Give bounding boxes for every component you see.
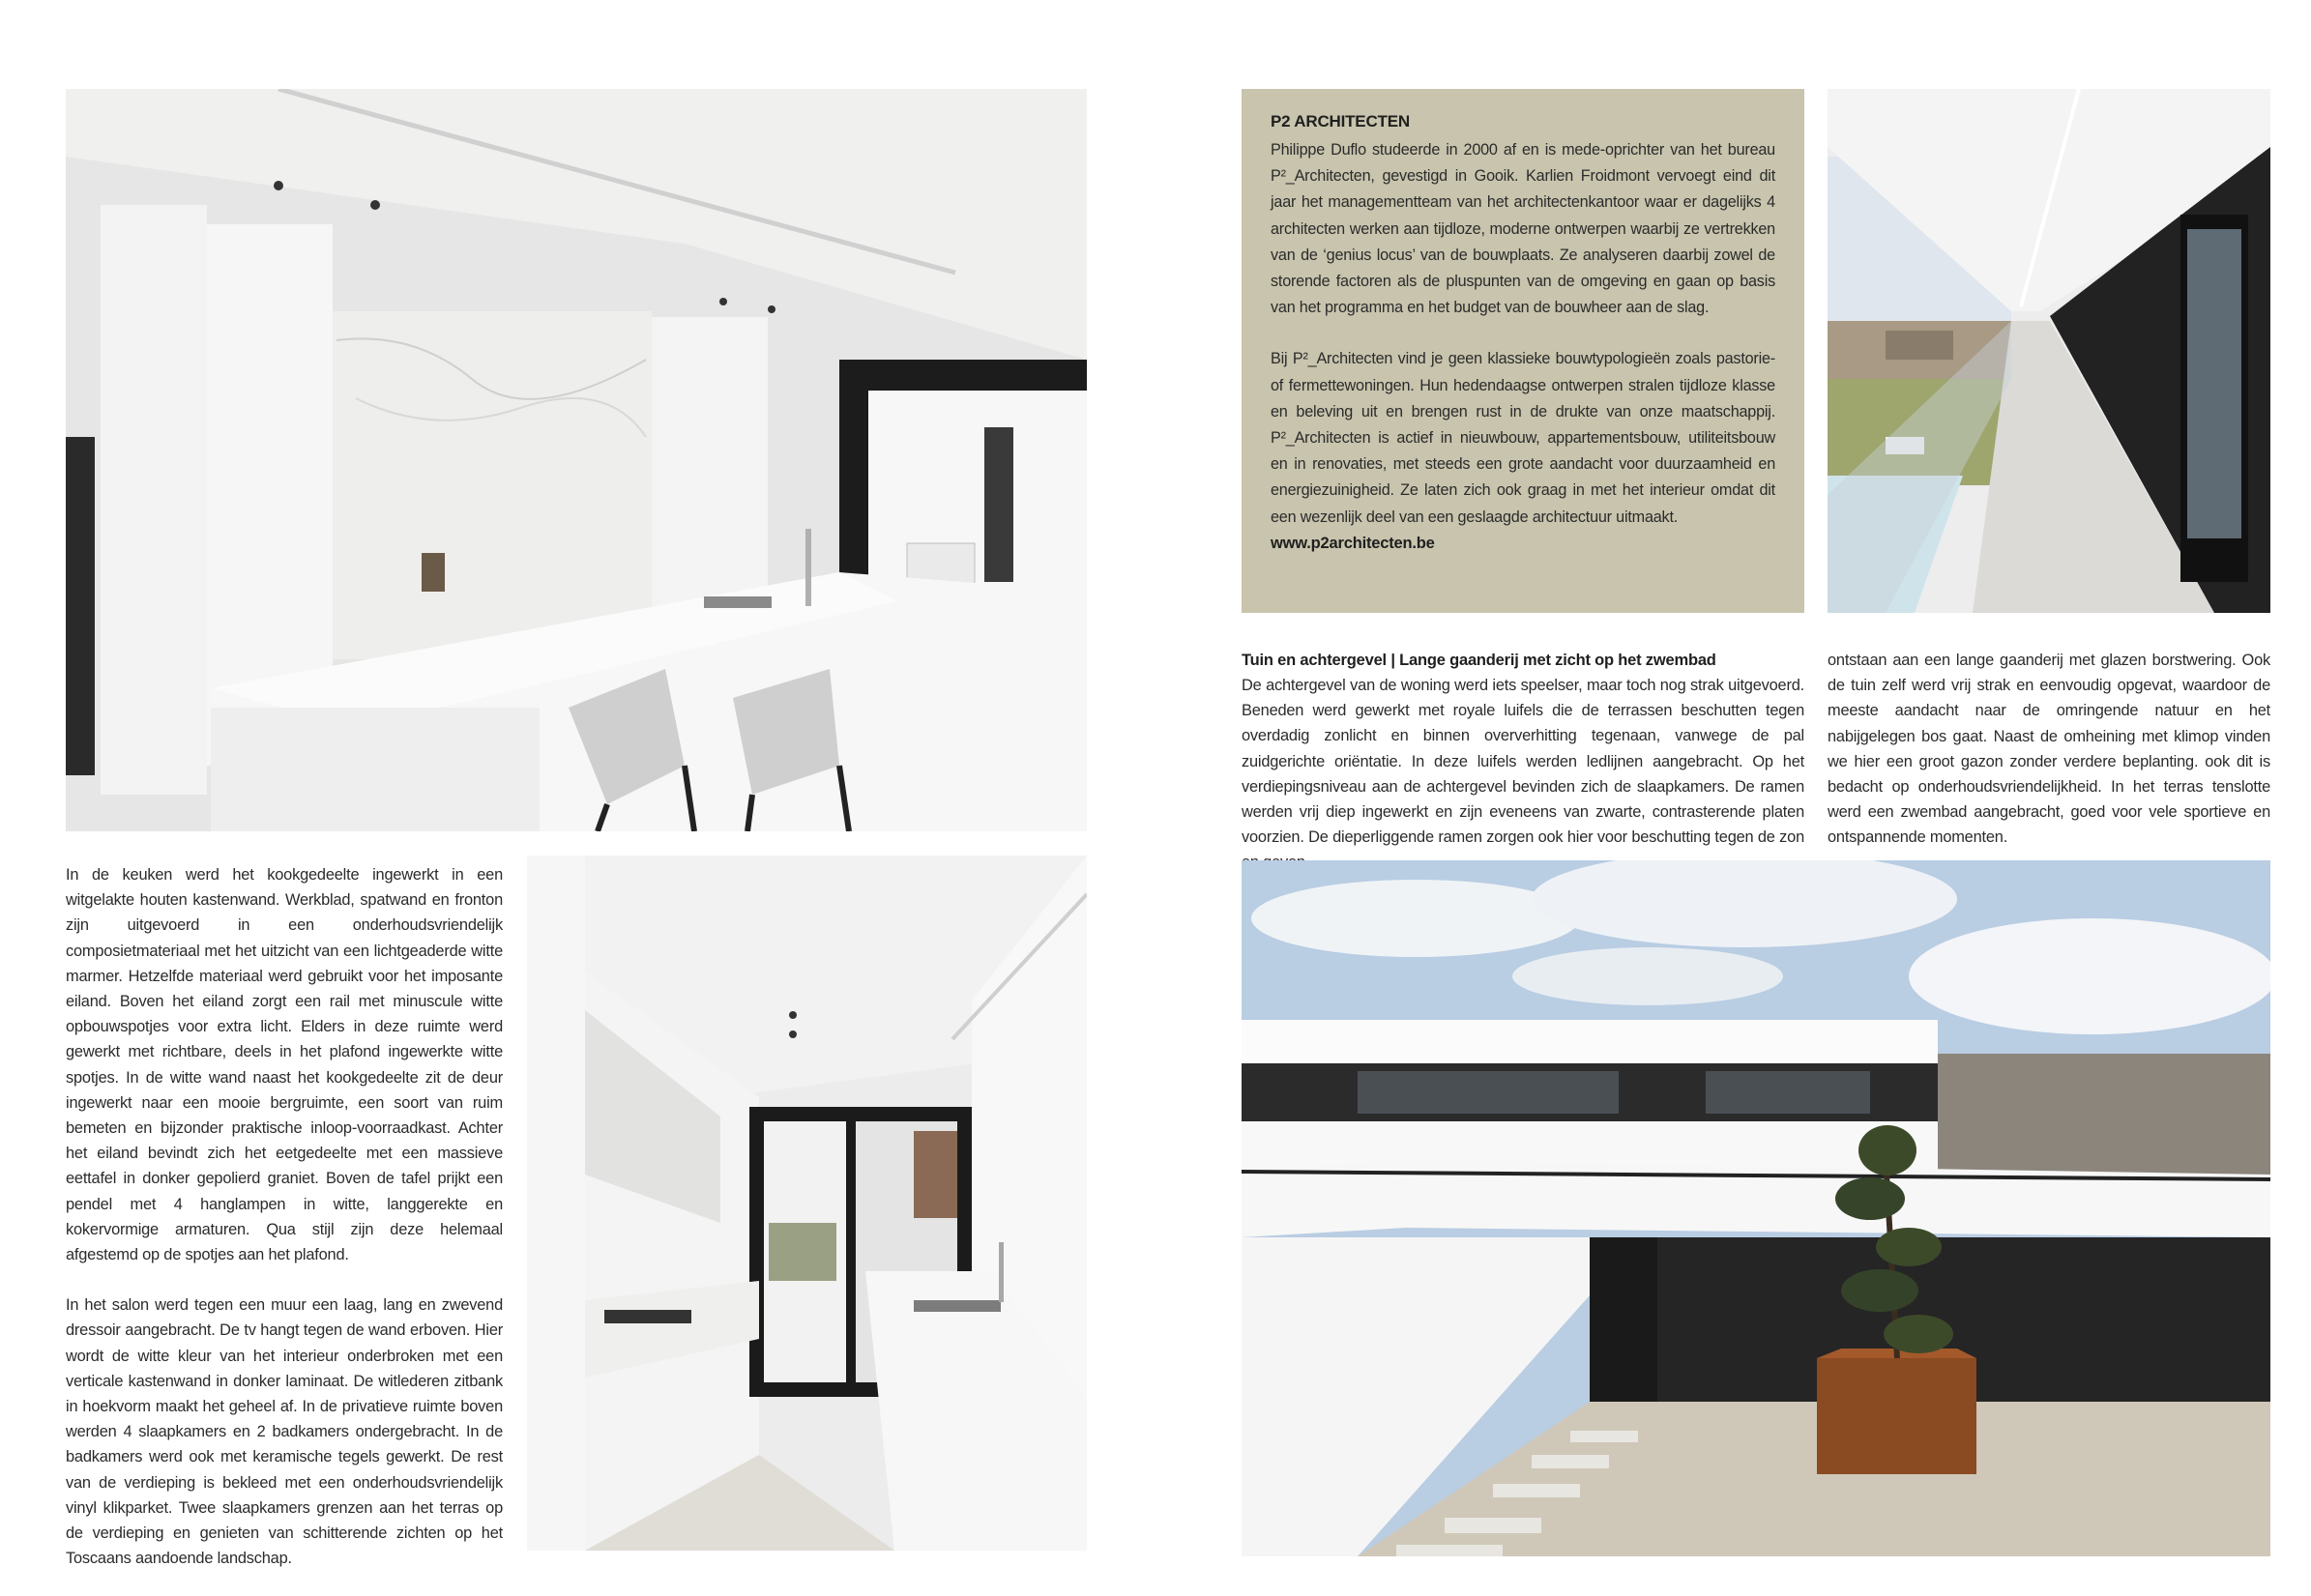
- left-paragraph-2: In het salon werd tegen een muur een laag, lang en zwevend dressoir aangebracht. De tv hangt tegen de wand erboven. Hier wordt de witte kleur van het interieur onderbroken met een verticale kastenwand in donker laminaat. De witlederen zitbank in hoekvorm maakt het geheel af. In de privatieve ruimte boven werden 4 slaapkamers en 2 badkamers ondergebracht. In de badkamers werd ook met keramische tegels gewerkt. De rest van de verdieping is bekleed met een onderhoudsvriendelijk vinyl klikparket. Twee slaapkamers grenzen aan het terras op de verdieping en genieten van schitterende zichten op het Toscaans aandoende landschap.: [66, 1296, 503, 1568]
- kitchen-photo: [66, 89, 1087, 831]
- section-column-1: De achtergevel van de woning werd iets speelser, maar toch nog strak uitgevoerd. Beneden werd gewerkt met royale luifels die de terrassen beschutten tegen overdadig zonlicht en binnen oververhitting tegenaan, vanwege de pal zuidgerichte oriëntatie. In deze luifels werden ledlijnen aangebracht. Op het verdiepingsniveau aan de achtergevel bevinden zich de slaapkamers. De ramen werden vrij diep ingewerkt en zijn eveneens van zwarte, contrasterende platen voorzien. De dieperliggende ramen zorgen ook hier voor beschutting tegen de zon: [1242, 677, 1804, 847]
- section-column-2: ontstaan aan een lange gaanderij met glazen borstwering. Ook de tuin zelf werd vrij strak en eenvoudig opgevat, waardoor de meeste aandacht naar de omringende natuur en het nabijgelegen bos gaat. Naast de omheining met klimop vinden we hier een groot gazon zonder verdere beplanting. ook dit is bedacht op onderhoudsvriendelijkheid. In het terras tenslotte werd een zwembad aangebracht, goed voor vele sportieve en ontspannende momenten.: [1828, 652, 2270, 847]
- gallery-photo: [1828, 89, 2270, 613]
- architect-info-title: P2 ARCHITECTEN: [1271, 112, 1410, 131]
- left-article-text: [66, 862, 503, 1596]
- kitchen-view-photo: [527, 856, 1087, 1551]
- garden-facade-photo: [1242, 860, 2270, 1556]
- architect-info-box: [1242, 89, 1804, 613]
- architect-website-link[interactable]: www.p2architecten.be: [1271, 534, 1435, 552]
- section-heading: Tuin en achtergevel | Lange gaanderij met zicht op het zwembad: [1242, 652, 1716, 669]
- architect-info-paragraph-2: Bij P²_Architecten vind je geen klassieke bouwtypologieën zoals pastorie- of fermettewoningen. Hun hedendaagse ontwerpen stralen tijdloze klasse en beleving uit en brengen rust in de drukte van onze maatschappij. P²_Architecten is actief in nieuwbouw, appartementsbouw, utiliteitsbouw en in renovaties, met steeds een grote aandacht voor duurzaamheid en energiezuinigheid. Ze laten zich ook graag in met het interieur omdat dit een wezenlijk deel van een geslaagde architectuur uitmaakt.: [1271, 350, 1775, 526]
- architect-info-paragraph-1: Philippe Duflo studeerde in 2000 af en is mede-oprichter van het bureau P²_Architecten, gevestigd in Gooik. Karlien Froidmont vervoegt eind dit jaar het managementteam van het architectenkantoor waar er dagelijks 4 architecten werken aan tijdloze, moderne ontwerpen waarbij ze vertrekken van de ‘genius locus’ van de bouwplaats. Ze analyseren daarbij zowel de storende factoren als de pluspunten van de omgeving en gaan op basis van het programma en het budget van de bouwheer aan de slag.: [1271, 141, 1775, 317]
- left-paragraph-1: In de keuken werd het kookgedeelte ingewerkt in een witgelakte houten kastenwand. Werkblad, spatwand en fronton zijn uitgevoerd in een onderhoudsvriendelijk composietmateriaal met het uitzicht van een lichtgeaderde witte marmer. Hetzelfde materiaal werd gebruikt voor het imposante eiland. Boven het eiland zorgt een rail met minuscule witte opbouwspotjes voor extra licht. Elders in deze ruimte werd gewerkt met richtbare, deels in het plafond ingewerkte witte spotjes. In de witte wand naast het kookgedeelte zit de deur ingewerkt naar een mooie bergruimte, een soort van ruim bemeten en bijzonder praktische inloop-voorraadkast. Achter het eiland bevindt zich het eetgedeelte met een massieve eettafel in donker gepolierd graniet. Boven de tafel prijkt een pendel met 4 hanglampen in witte, langgerekte en kokervormige armaturen. Qua stijl zijn deze helemaal afgestemd op de spotjes aan het plafond.: [66, 866, 503, 1264]
